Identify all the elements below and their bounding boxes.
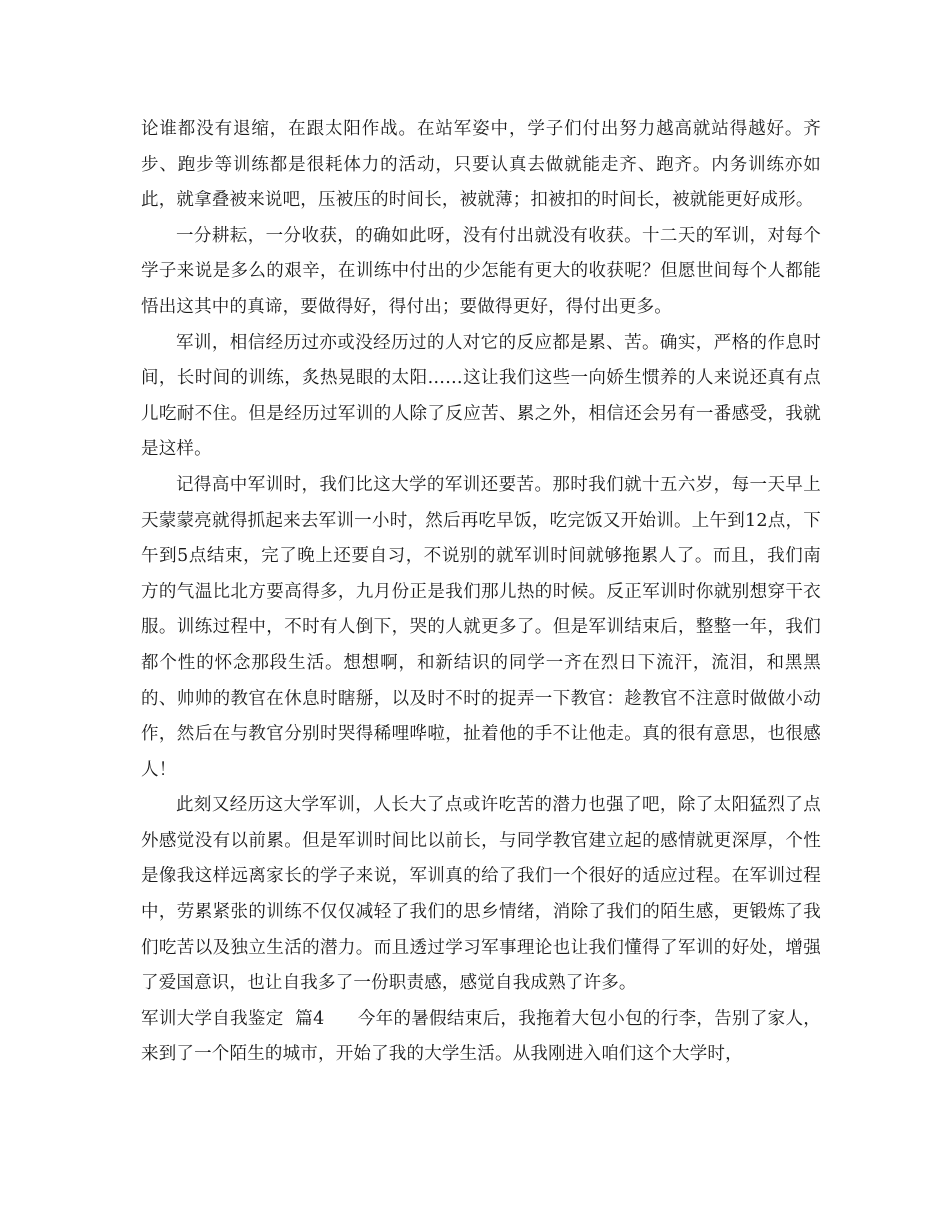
paragraph-4: 记得高中军训时，我们比这大学的军训还要苦。那时我们就十五六岁，每一天早上天蒙蒙亮就得抓起来去军训一小时，然后再吃早饭，吃完饭又开始训。上午到12点，下午到5点结束，完了晚上还要自习，不说别的就军训时间就够拖累人了。而且，我们南方的气温比北方要高得多，九月份正是我们那儿热的时候。反正军训时你就别想穿干衣服。训练过程中，不时有人倒下，哭的人就更多了。但是军训结束后，整整一年，我们都个性的怀念那段生活。想想啊，和新结识的同学一齐在烈日下流汗，流泪，和黑黑的、帅帅的教官在休息时瞎掰，以及时不时的捉弄一下教官：趁教官不注意时做做小动作，然后在与教官分别时哭得稀哩哗啦，扯着他的手不让他走。真的很有意思，也很感人！	[141, 474, 821, 780]
paragraph-2: 一分耕耘，一分收获，的确如此呀，没有付出就没有收获。十二天的军训，对每个学子来说是多么的艰辛，在训练中付出的少怎能有更大的收获呢？但愿世间每个人都能悟出这其中的真谛，要做得好，得付出；要做得更好，得付出更多。	[141, 225, 821, 317]
section-paragraph	[141, 1002, 821, 1073]
section-text: 今年的暑假结束后，我拖着大包小包的行李，告别了家人，来到了一个陌生的城市，开始了我的大学生活。从我刚进入咱们这个大学时，	[141, 1008, 821, 1065]
paragraph-5: 此刻又经历这大学军训，人长大了点或许吃苦的潜力也强了吧，除了太阳猛烈了点外感觉没有以前累。但是军训时间比以前长，与同学教官建立起的感情就更深厚，个性是像我这样远离家长的学子来说，军训真的给了我们一个很好的适应过程。在军训过程中，劳累紧张的训练不仅仅减轻了我们的思乡情绪，消除了我们的陌生感，更锻炼了我们吃苦以及独立生活的潜力。而且透过学习军事理论也让我们懂得了军训的好处，增强了爱国意识，也让自我多了一份职责感，感觉自我成熟了许多。	[141, 795, 821, 994]
paragraph-1: 论谁都没有退缩，在跟太阳作战。在站军姿中，学子们付出努力越高就站得越好。齐步、跑步等训练都是很耗体力的活动，只要认真去做就能走齐、跑齐。内务训练亦如此，就拿叠被来说吧，压被压的时间长，被就薄；扣被扣的时间长，被就能更好成形。	[141, 119, 821, 211]
document-body	[141, 112, 821, 1073]
paragraph-3: 军训，相信经历过亦或没经历过的人对它的反应都是累、苦。确实，严格的作息时间，长时间的训练，炙热晃眼的太阳……这让我们这些一向娇生惯养的人来说还真有点儿吃耐不住。但是经历过军训的人除了反应苦、累之外，相信还会另有一番感受，我就是这样。	[141, 332, 821, 460]
section-title: 军训大学自我鉴定 篇4	[141, 1008, 325, 1029]
